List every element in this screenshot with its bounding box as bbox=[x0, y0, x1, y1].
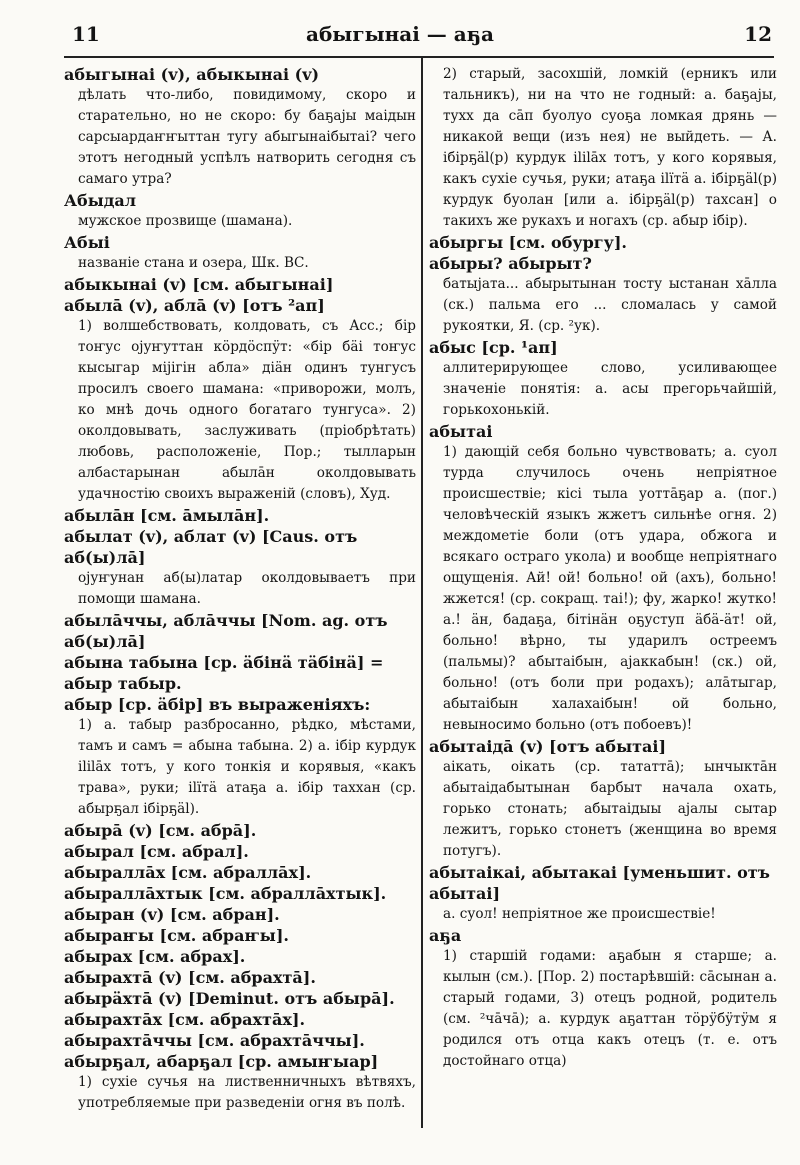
entry-headword: абырäхтā (v) [Deminut. отъ абырā]. bbox=[64, 989, 395, 1008]
entry-definition: 1) а. табыр разбросанно, рѣдко, мѣстами, тамъ и самъ = абына табына. 2) а. ібір курдук ililāx тотъ, у кого тонкія и корявыя, «какъ трава», руки; ilïтä атаҕа а. ібір таххан (ср. абырҕал ібірҕäl). bbox=[78, 717, 416, 817]
entry-headword: абыс [ср. ¹ап] bbox=[429, 338, 558, 357]
dictionary-entry bbox=[64, 64, 416, 190]
dictionary-entry bbox=[64, 526, 416, 610]
dictionary-entry bbox=[64, 862, 416, 883]
entry-headword: абырахтā (v) [см. абрахтā]. bbox=[64, 968, 316, 987]
page-header bbox=[0, 14, 800, 54]
entry-definition: 1) старшій годами: аҕабын я старше; а. кылын (см.). [Пор. 2) постарѣвшій: сāсынан а. старый годами, 3) отецъ родной, родитель (см. ²чāчā); а. курдук аҕаттан тöрӱбӱтӱм я родился отъ отца какъ отецъ (т. е. отъ достойнаго отца) bbox=[443, 948, 777, 1069]
entry-headword: абыраллāх [см. абраллāх]. bbox=[64, 863, 312, 882]
entry-definition: 1) дающій себя больно чувствовать; а. суол турда случилось очень непріятное происшествіе; кісі тыла уоттāҕар а. (пог.) человѣческій языкъ жжетъ сильнѣе огня. 2) междометіе боли (отъ удара, обжога и всякаго остраго укола) и вообще непріятнаго ощущенія. Ай! ой! больно! ой (ахъ), больно! жжется! (ср. сокращ. таі!); фу, жарко! жутко! а.! äн, бадаҕа, бітінäн оҕуступ äбä-äт! ой, больно! вѣрно, ты ударилъ остреемъ (пальмы)? абытаібын, аjаккабын! (ск.) ой, больно! (отъ боли при родахъ); алāтыгар, абытаібын халахаібын! ой больно, невыносимо больно (отъ побоевъ)! bbox=[443, 444, 777, 733]
entry-headword: абырахтāх [см. абрахтāх]. bbox=[64, 1010, 306, 1029]
entry-headword: абыран (v) [см. абран]. bbox=[64, 905, 280, 924]
entry-headword: абытаікаі, абытакаі [уменьшит. отъ абытаі] bbox=[429, 863, 770, 903]
dictionary-entry bbox=[64, 841, 416, 862]
entry-headword: абырā (v) [см. абрā]. bbox=[64, 821, 257, 840]
dictionary-entry bbox=[429, 736, 777, 862]
entry-headword: Абыдал bbox=[64, 191, 137, 210]
dictionary-entry bbox=[429, 253, 777, 337]
entry-headword: абыргы [см. обургу]. bbox=[429, 233, 627, 252]
dictionary-entry bbox=[64, 610, 416, 652]
dictionary-entry bbox=[64, 190, 416, 232]
dictionary-entry bbox=[64, 988, 416, 1009]
dictionary-entry bbox=[429, 925, 777, 1072]
dictionary-entry bbox=[64, 967, 416, 988]
dictionary-entry bbox=[429, 421, 777, 736]
entry-headword: абылā (v), аблā (v) [отъ ²ап] bbox=[64, 296, 325, 315]
entry-definition: мужское прозвище (шамана). bbox=[78, 213, 293, 229]
entry-definition: 1) волшебствовать, колдовать, съ Acc.; бір тоҥус оjуҥуттан кöрдöспӱт: «бір бäі тоҥус кысыгар мiјiгiн абла» дiäн одинъ тунгусъ просилъ своего шамана: «приворожи, молъ, ко мнѣ дочь одного богатаго тунгуса». 2) околдовывать, заслуживать (пріобрѣтать) любовь, расположеніе, Пор.; тылларын албастарынан абылāн околдовывать удачностію своихъ выраженій (словъ), Худ. bbox=[78, 318, 416, 502]
page-title: абыгынаі — аҕа bbox=[305, 22, 495, 46]
entry-headword: абыр [ср. äбір] въ выраженіяхъ: bbox=[64, 695, 371, 714]
entry-headword: абылат (v), аблат (v) [Caus. отъ аб(ы)лā] bbox=[64, 527, 358, 567]
left-column bbox=[64, 64, 416, 1114]
entry-definition: дѣлать что-либо, повидимому, скоро и старательно, но не скоро: бу баҕаjы маідын сарсыардаҥҥыттан тугу абыгынаібытаі? чего этотъ негодный успѣлъ натворить сегодня съ самаго утра? bbox=[78, 87, 416, 187]
entry-headword: абыры? абырыт? bbox=[429, 254, 592, 273]
dictionary-entry bbox=[64, 505, 416, 526]
entry-headword: Абыі bbox=[64, 233, 110, 252]
dictionary-entry bbox=[64, 883, 416, 904]
entry-definition: аллитерирующее слово, усиливающее значеніе понятія: а. асы прегорьчайшій, горькохонькій. bbox=[443, 360, 777, 418]
dictionary-entry bbox=[64, 1030, 416, 1051]
right-column bbox=[429, 64, 777, 1072]
dictionary-entry bbox=[64, 946, 416, 967]
entry-headword: абыгынаі (v), абыкынаі (v) bbox=[64, 65, 320, 84]
entry-definition: батыjата... абырытынан тосту ыстанан хāлла (ск.) пальма его ... сломалась у самой рукоятки, Я. (ср. ²ук). bbox=[443, 276, 777, 334]
dictionary-entry bbox=[64, 904, 416, 925]
dictionary-entry bbox=[64, 295, 416, 505]
entry-headword: абылāччы, аблāччы [Nom. ag. отъ аб(ы)лā] bbox=[64, 611, 388, 651]
entry-headword: абыкынаі (v) [см. абыгынаі] bbox=[64, 275, 334, 294]
entry-headword: абырал [см. абрал]. bbox=[64, 842, 249, 861]
entry-headword: абырахтāччы [см. абрахтāччы]. bbox=[64, 1031, 365, 1050]
entry-definition: 1) сухіе сучья на лиственничныхъ вѣтвяхъ, употребляемые при разведеніи огня въ полѣ. bbox=[78, 1074, 416, 1111]
entry-headword: абыраллāхтык [см. абраллāхтык]. bbox=[64, 884, 387, 903]
entry-headword: абына табына [ср. äбінä тäбінä] = абыр табыр. bbox=[64, 653, 384, 693]
entry-headword: абытаідā (v) [отъ абытаі] bbox=[429, 737, 667, 756]
entry-headword: абырҕал, абарҕал [ср. амыҥыар] bbox=[64, 1052, 379, 1071]
dictionary-entry bbox=[429, 337, 777, 421]
entry-headword: абыраҥы [см. абраҥы]. bbox=[64, 926, 289, 945]
page-number-right: 12 bbox=[744, 22, 772, 46]
page-number-left: 11 bbox=[72, 22, 100, 46]
dictionary-entry bbox=[429, 232, 777, 253]
entry-definition: оjуҥунан аб(ы)латар околдовываетъ при помощи шамана. bbox=[78, 570, 416, 607]
entry-headword: аҕа bbox=[429, 926, 462, 945]
dictionary-entry bbox=[64, 925, 416, 946]
dictionary-entry bbox=[64, 1051, 416, 1114]
entry-definition: а. суол! непріятное же происшествіе! bbox=[443, 906, 716, 922]
column-divider bbox=[421, 58, 423, 1128]
dictionary-entry bbox=[429, 64, 777, 232]
dictionary-entry bbox=[64, 274, 416, 295]
dictionary-entry bbox=[64, 232, 416, 274]
entry-definition: названіе стана и озера, Шк. ВС. bbox=[78, 255, 309, 271]
dictionary-entry bbox=[64, 694, 416, 820]
entry-headword: абырах [см. абрах]. bbox=[64, 947, 246, 966]
entry-definition: аікать, оікать (ср. тататтā); ынчыктāн абытаідабытынан барбыт начала охать, горько стонать; абытаідыы аjалы сытар лежитъ, горько стонетъ (женщина во время потугъ). bbox=[443, 759, 777, 859]
header-rule bbox=[64, 56, 774, 58]
entry-headword: абылāн [см. āмылāн]. bbox=[64, 506, 270, 525]
entry-headword: абытаі bbox=[429, 422, 493, 441]
dictionary-entry bbox=[64, 1009, 416, 1030]
entry-definition: 2) старый, засохшій, ломкій (ерникъ или тальникъ), ни на что не годный: а. баҕаjы, тухх да сāп буолуо суоҕа ломкая дрянь — никакой вещи (изъ нея) не выйдеть. — А. ібірҕäl(р) курдук ililāx тотъ, у кого корявыя, какъ сухіе сучья, руки; атаҕа ilïтä а. ібірҕäl(р) курдук буолан [или а. ібірҕäl(р) тахсан] о такихъ же рукахъ и ногахъ (ср. абыр ібір). bbox=[443, 66, 777, 229]
dictionary-entry bbox=[429, 862, 777, 925]
dictionary-entry bbox=[64, 820, 416, 841]
dictionary-entry bbox=[64, 652, 416, 694]
